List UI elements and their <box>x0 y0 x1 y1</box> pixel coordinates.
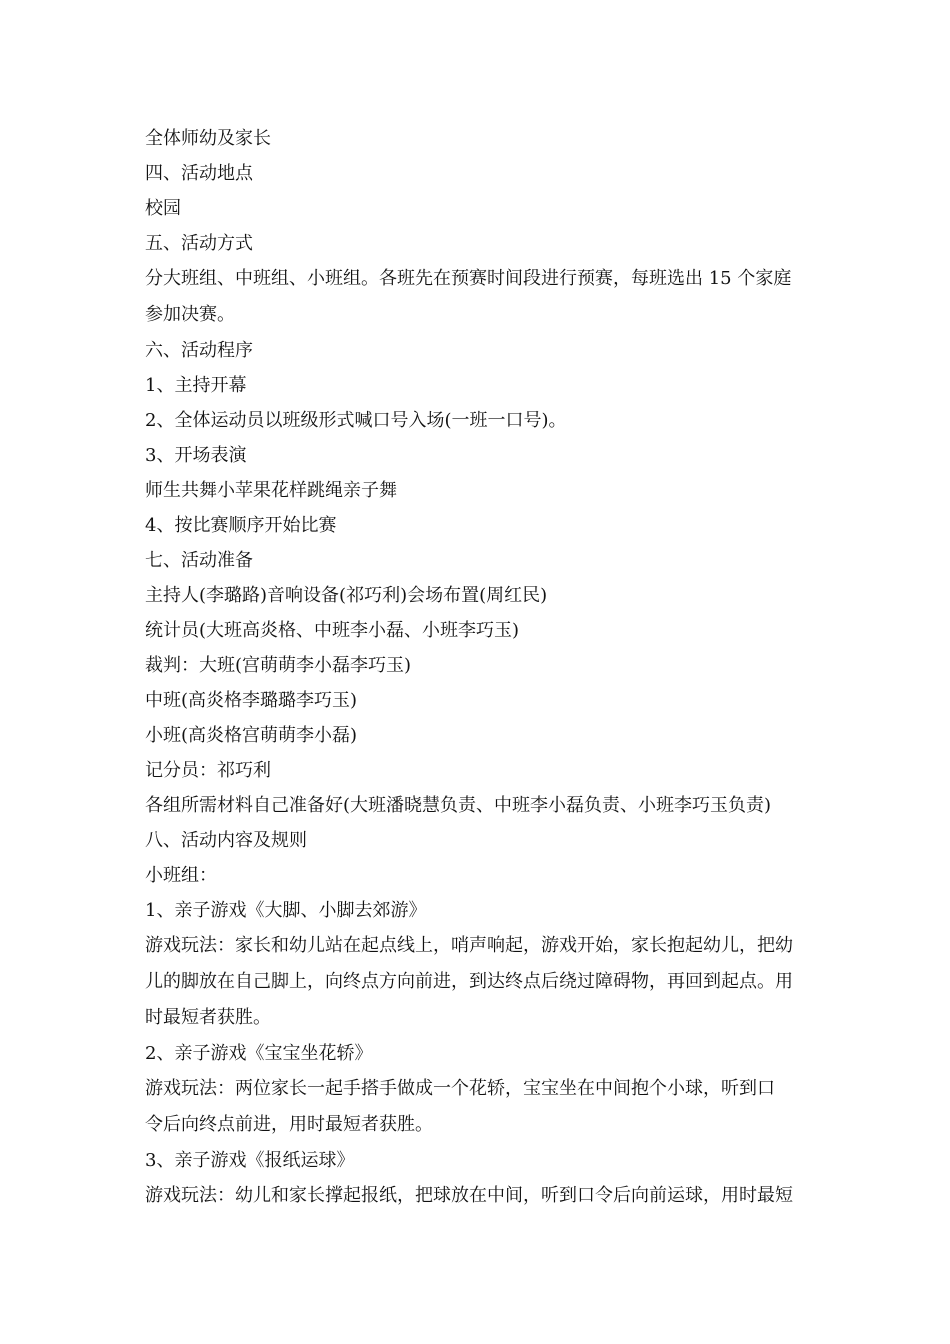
text-line: 校园 <box>145 198 181 219</box>
text-line: 全体师幼及家长 <box>145 128 271 149</box>
text-line: 师生共舞小苹果花样跳绳亲子舞 <box>145 480 397 501</box>
document-body <box>145 121 815 1214</box>
text-line: 游戏玩法：幼儿和家长撑起报纸，把球放在中间，听到口令后向前运球，用时最短 <box>145 1185 793 1206</box>
text-line: 小班(高炎格宫萌萌李小磊) <box>145 725 358 746</box>
text-line: 分大班组、中班组、小班组。各班先在预赛时间段进行预赛，每班选出 15 个家庭 <box>145 268 792 289</box>
text-line: 令后向终点前进，用时最短者获胜。 <box>145 1114 433 1135</box>
text-line: 1、亲子游戏《大脚、小脚去郊游》 <box>145 900 427 921</box>
text-line: 小班组： <box>145 865 217 886</box>
text-line: 2、亲子游戏《宝宝坐花轿》 <box>145 1043 373 1064</box>
text-line: 记分员：祁巧利 <box>145 760 271 781</box>
text-line: 主持人(李璐路)音响设备(祁巧利)会场布置(周红民) <box>145 585 548 606</box>
text-line: 2、全体运动员以班级形式喊口号入场(一班一口号)。 <box>145 410 567 431</box>
text-line: 游戏玩法：家长和幼儿站在起点线上，哨声响起，游戏开始，家长抱起幼儿，把幼 <box>145 935 793 956</box>
text-line: 3、亲子游戏《报纸运球》 <box>145 1150 355 1171</box>
text-line: 中班(高炎格李璐璐李巧玉) <box>145 690 358 711</box>
text-line: 游戏玩法：两位家长一起手搭手做成一个花轿，宝宝坐在中间抱个小球，听到口 <box>145 1078 775 1099</box>
text-line: 3、开场表演 <box>145 445 247 466</box>
text-line: 4、按比赛顺序开始比赛 <box>145 515 337 536</box>
text-line: 统计员(大班高炎格、中班李小磊、小班李巧玉) <box>145 620 520 641</box>
text-line: 儿的脚放在自己脚上，向终点方向前进，到达终点后绕过障碍物，再回到起点。用 <box>145 971 793 992</box>
text-line: 裁判：大班(宫萌萌李小磊李巧玉) <box>145 655 412 676</box>
section-heading: 五、活动方式 <box>145 233 253 254</box>
text-line: 1、主持开幕 <box>145 375 247 396</box>
section-heading: 四、活动地点 <box>145 163 253 184</box>
text-line: 时最短者获胜。 <box>145 1007 271 1028</box>
text-line: 各组所需材料自己准备好(大班潘晓慧负责、中班李小磊负责、小班李巧玉负责) <box>145 795 772 816</box>
section-heading: 六、活动程序 <box>145 340 253 361</box>
section-heading: 七、活动准备 <box>145 550 253 571</box>
section-heading: 八、活动内容及规则 <box>145 830 307 851</box>
text-line: 参加决赛。 <box>145 304 235 325</box>
